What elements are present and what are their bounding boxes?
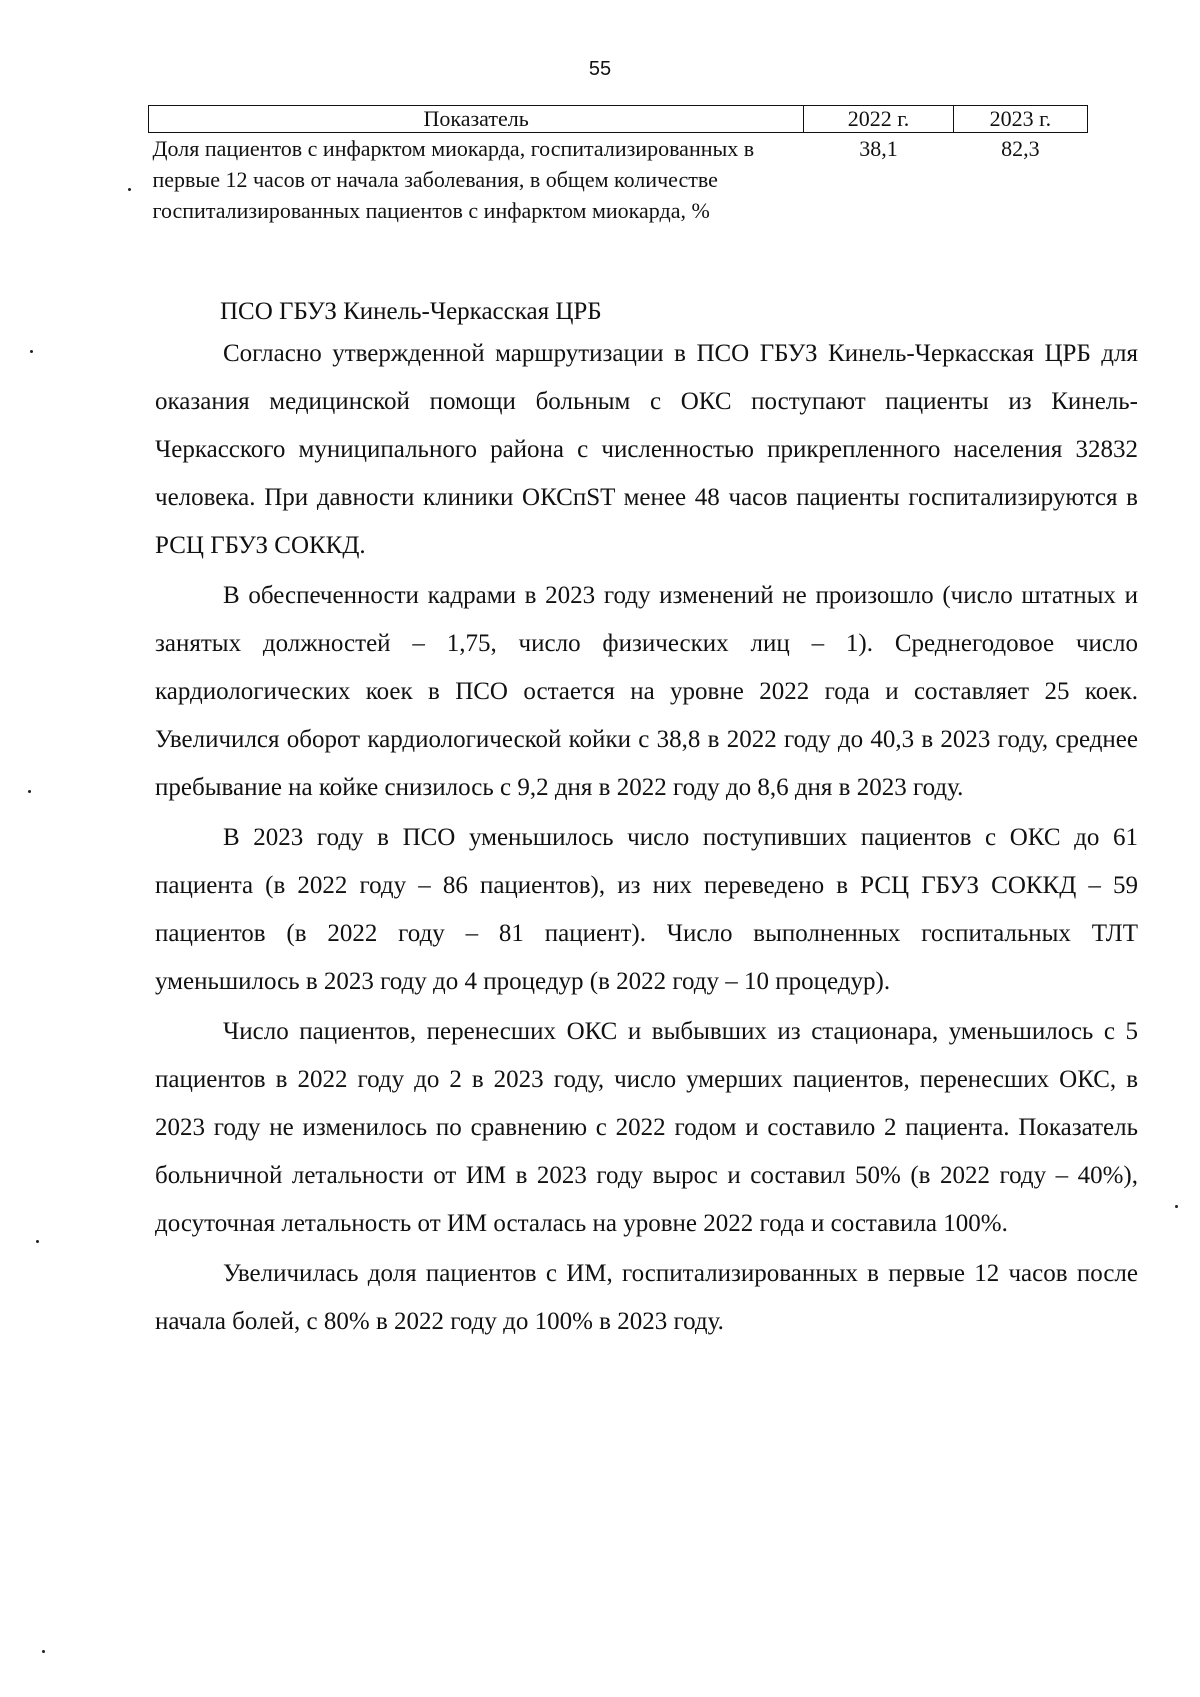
paragraph-early-admission: Увеличилась доля пациентов с ИМ, госпитализированных в первые 12 часов после начала болей, с 80% в 2022 году до 100% в 2023 году. — [155, 1260, 1138, 1335]
scan-speck — [42, 1650, 45, 1653]
scan-speck — [128, 188, 131, 191]
body-text — [155, 330, 1138, 1348]
scan-speck — [36, 1240, 39, 1243]
header-2022: 2022 г. — [804, 106, 954, 133]
header-2023: 2023 г. — [953, 106, 1087, 133]
page-number: 55 — [588, 58, 612, 80]
table-header-row — [149, 106, 1088, 133]
paragraph-routing: Согласно утвержденной маршрутизации в ПСО ГБУЗ Кинель-Черкасская ЦРБ для оказания медицинской помощи больным с ОКС поступают пациенты из Кинель-Черкасского муниципального района с численностью прикрепленного населения 32832 человека. При давности клиники ОКСпST менее 48 часов пациенты госпитализируются в РСЦ ГБУЗ СОККД. — [155, 340, 1138, 559]
scan-speck — [30, 350, 33, 353]
scan-speck — [28, 790, 31, 793]
indicator-table — [148, 105, 1088, 226]
header-indicator: Показатель — [149, 106, 804, 133]
value-2023-cell: 82,3 — [1001, 136, 1040, 161]
paragraph-mortality: Число пациентов, перенесших ОКС и выбывших из стационара, уменьшилось с 5 пациентов в 2022 году до 2 в 2023 году, число умерших пациентов, перенесших ОКС, в 2023 году не изменилось по сравнению с 2022 годом и составило 2 пациента. Показатель больничной летальности от ИМ в 2023 году вырос и составил 50% (в 2022 году – 40%), досуточная летальность от ИМ осталась на уровне 2022 года и составила 100%. — [155, 1018, 1138, 1237]
indicator-cell: Доля пациентов с инфарктом миокарда, госпитализированных в первые 12 часов от начала заболевания, в общем количестве госпитализированных пациентов с инфарктом миокарда, % — [152, 136, 755, 223]
table-row — [149, 133, 1088, 227]
paragraph-staffing: В обеспеченности кадрами в 2023 году изменений не произошло (число штатных и занятых должностей – 1,75, число физических лиц – 1). Среднегодовое число кардиологических коек в ПСО остается на уровне 2022 года и составляет 25 коек. Увеличился оборот кардиологической койки с 38,8 в 2022 году до 40,3 в 2023 году, среднее пребывание на койке снизилось с 9,2 дня в 2022 году до 8,6 дня в 2023 году. — [155, 582, 1138, 801]
paragraph-admissions: В 2023 году в ПСО уменьшилось число поступивших пациентов с ОКС до 61 пациента (в 2022 году – 86 пациентов), из них переведено в РСЦ ГБУЗ СОККД – 59 пациентов (в 2022 году – 81 пациент). Число выполненных госпитальных ТЛТ уменьшилось в 2023 году до 4 процедур (в 2022 году – 10 процедур). — [155, 824, 1138, 995]
value-2022-cell: 38,1 — [859, 136, 898, 161]
scan-speck — [1175, 1205, 1178, 1208]
section-heading: ПСО ГБУЗ Кинель-Черкасская ЦРБ — [220, 298, 602, 325]
